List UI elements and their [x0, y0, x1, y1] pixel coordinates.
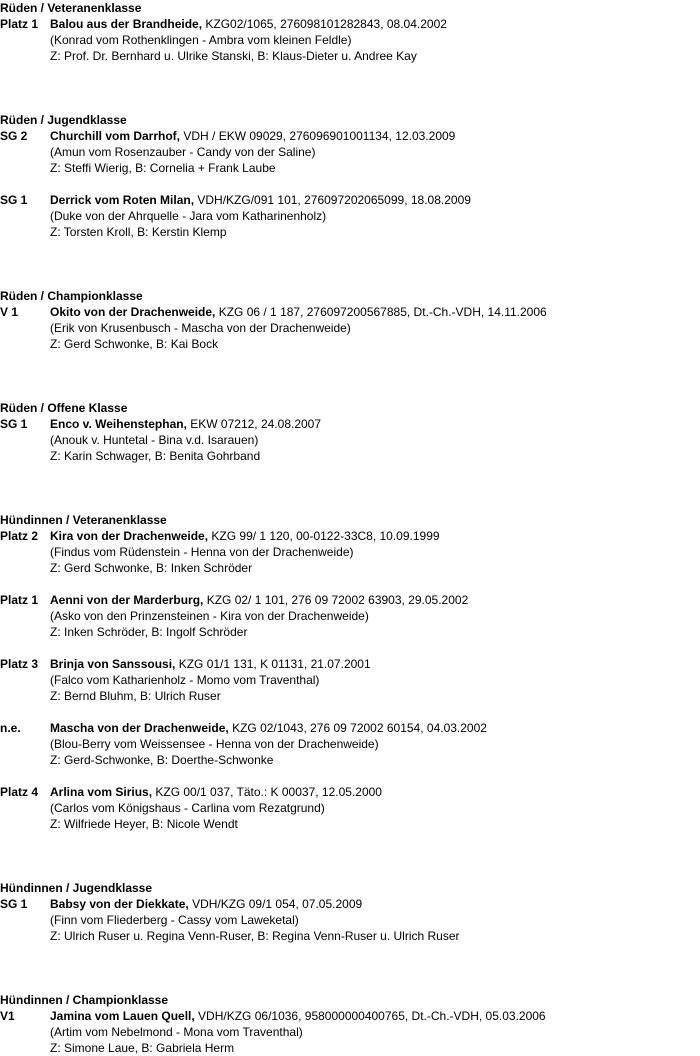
- entry-breeder: Z: Simone Laue, B: Gabriela Herm: [50, 1041, 235, 1055]
- section-heading: Rüden / Offene Klasse: [0, 401, 128, 415]
- dog-name: Brinja von Sanssousi,: [50, 657, 176, 671]
- entry-grade: Platz 1: [0, 593, 39, 607]
- section-heading: Hündinnen / Jugendklasse: [0, 881, 153, 895]
- entry-details: KZG 01/1 131, K 01131, 21.07.2001: [175, 657, 371, 671]
- entry-details: VDH/KZG 06/1036, 958000000400765, Dt.-Ch.-VDH, 05.03.2006: [194, 1009, 546, 1023]
- entry-parents: (Falco vom Katharienholz - Momo vom Traventhal): [50, 673, 320, 687]
- entry-breeder: Z: Prof. Dr. Bernhard u. Ulrike Stanski, B: Klaus-Dieter u. Andree Kay: [50, 49, 417, 63]
- entry-details: KZG 02/ 1 101, 276 09 72002 63903, 29.05.2002: [203, 593, 469, 607]
- entry-title: [50, 1008, 546, 1024]
- entry-title: [50, 896, 362, 912]
- entry-parents: (Carlos vom Königshaus - Carlina vom Rezatgrund): [50, 801, 325, 815]
- entry-grade: SG 1: [0, 897, 28, 911]
- entry-title: [50, 304, 547, 320]
- section-heading: Rüden / Jugendklasse: [0, 113, 127, 127]
- dog-name: Enco v. Weihenstephan,: [50, 417, 187, 431]
- entry-parents: (Erik von Krusenbusch - Mascha von der Drachenweide): [50, 321, 351, 335]
- entry-title: [50, 784, 382, 800]
- section-heading: Hündinnen / Veteranenklasse: [0, 513, 167, 527]
- entry-grade: Platz 3: [0, 657, 39, 671]
- entry-parents: (Anouk v. Huntetal - Bina v.d. Isarauen): [50, 433, 259, 447]
- entry-title: [50, 720, 487, 736]
- dog-name: Mascha von der Drachenweide,: [50, 721, 229, 735]
- dog-name: Babsy von der Diekkate,: [50, 897, 189, 911]
- dog-name: Okito von der Drachenweide,: [50, 305, 216, 319]
- entry-details: EKW 07212, 24.08.2007: [186, 417, 322, 431]
- entry-details: VDH/KZG/091 101, 276097202065099, 18.08.2009: [194, 193, 471, 207]
- entry-breeder: Z: Gerd Schwonke, B: Kai Bock: [50, 337, 219, 351]
- dog-name: Arlina vom Sirius,: [50, 785, 153, 799]
- entry-grade: n.e.: [0, 721, 21, 735]
- entry-breeder: Z: Wilfriede Heyer, B: Nicole Wendt: [50, 817, 238, 831]
- entry-title: [50, 16, 447, 32]
- entry-title: [50, 528, 440, 544]
- entry-title: [50, 592, 468, 608]
- dog-name: Kira von der Drachenweide,: [50, 529, 209, 543]
- entry-title: [50, 416, 321, 432]
- section-heading: Hündinnen / Championklasse: [0, 993, 169, 1007]
- entry-parents: (Blou-Berry vom Weissensee - Henna von der Drachenweide): [50, 737, 379, 751]
- section-heading: Rüden / Championklasse: [0, 289, 143, 303]
- entry-breeder: Z: Ulrich Ruser u. Regina Venn-Ruser, B: Regina Venn-Ruser u. Ulrich Ruser: [50, 929, 460, 943]
- entry-details: KZG02/1065, 276098101282843, 08.04.2002: [202, 17, 447, 31]
- entry-grade: SG 2: [0, 129, 28, 143]
- entry-breeder: Z: Bernd Bluhm, B: Ulrich Ruser: [50, 689, 221, 703]
- entry-parents: (Duke von der Ahrquelle - Jara vom Katharinenholz): [50, 209, 327, 223]
- entry-details: KZG 00/1 037, Täto.: K 00037, 12.05.2000: [152, 785, 382, 799]
- entry-grade: SG 1: [0, 193, 28, 207]
- dog-name: Aenni von der Marderburg,: [50, 593, 204, 607]
- entry-parents: (Asko von den Prinzensteinen - Kira von der Drachenweide): [50, 609, 369, 623]
- entry-parents: (Amun vom Rosenzauber - Candy von der Saline): [50, 145, 316, 159]
- entry-title: [50, 656, 371, 672]
- entry-grade: Platz 4: [0, 785, 39, 799]
- entry-title: [50, 128, 455, 144]
- entry-breeder: Z: Steffi Wierig, B: Cornelia + Frank Laube: [50, 161, 276, 175]
- entry-details: VDH/KZG 09/1 054, 07.05.2009: [188, 897, 363, 911]
- dog-name: Derrick vom Roten Milan,: [50, 193, 195, 207]
- entry-breeder: Z: Torsten Kroll, B: Kerstin Klemp: [50, 225, 227, 239]
- entry-breeder: Z: Gerd-Schwonke, B: Doerthe-Schwonke: [50, 753, 274, 767]
- entry-breeder: Z: Karin Schwager, B: Benita Gohrband: [50, 449, 261, 463]
- entry-grade: V 1: [0, 305, 19, 319]
- entry-breeder: Z: Gerd Schwonke, B: Inken Schröder: [50, 561, 253, 575]
- entry-details: VDH / EKW 09029, 276096901001134, 12.03.2009: [180, 129, 456, 143]
- entry-details: KZG 02/1043, 276 09 72002 60154, 04.03.2002: [228, 721, 487, 735]
- entry-grade: Platz 2: [0, 529, 39, 543]
- entry-title: [50, 192, 471, 208]
- entry-grade: Platz 1: [0, 17, 39, 31]
- entry-breeder: Z: Inken Schröder, B: Ingolf Schröder: [50, 625, 248, 639]
- dog-name: Balou aus der Brandheide,: [50, 17, 203, 31]
- dog-name: Jamina vom Lauen Quell,: [50, 1009, 195, 1023]
- entry-grade: V1: [0, 1009, 15, 1023]
- entry-details: KZG 06 / 1 187, 276097200567885, Dt.-Ch.-VDH, 14.11.2006: [215, 305, 547, 319]
- entry-parents: (Findus vom Rüdenstein - Henna von der Drachenweide): [50, 545, 354, 559]
- entry-parents: (Konrad vom Rothenklingen - Ambra vom kleinen Feldle): [50, 33, 352, 47]
- entry-details: KZG 99/ 1 120, 00-0122-33C8, 10.09.1999: [208, 529, 440, 543]
- entry-parents: (Artim vom Nebelmond - Mona vom Traventhal): [50, 1025, 303, 1039]
- entry-grade: SG 1: [0, 417, 28, 431]
- entry-parents: (Finn vom Fliederberg - Cassy vom Laweketal): [50, 913, 299, 927]
- section-heading: Rüden / Veteranenklasse: [0, 1, 142, 15]
- dog-name: Churchill vom Darrhof,: [50, 129, 181, 143]
